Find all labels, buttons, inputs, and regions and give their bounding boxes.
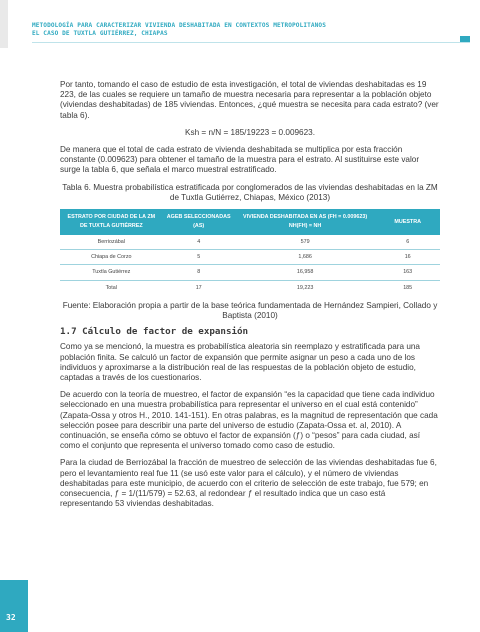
cell-muestra: 163 (375, 265, 440, 280)
cell-total-label: Total (105, 284, 117, 291)
cell-city: Tuxtla Gutiérrez (60, 265, 163, 280)
paragraph-1: Por tanto, tomando el caso de estudio de esta investigación, el total de viviendas deshabitadas es 19 223, de las cuales se requiere un tamaño de muestra necesaria para representar a la población objeto (viviendas deshabitadas) de 185 viviendas. Entonces, ¿qué muestra se necesita para cada estrato? (ver tabla 6). (60, 80, 439, 120)
cell-ageb: 8 (163, 265, 235, 280)
paragraph-2: De manera que el total de cada estrato de vivienda deshabitada se multiplica por esta fracción constante (0.009623) para obtener el tamaño de la muestra para el estrato. Al sustituirse este valor surge la tabla 6, que señala el marco muestral estratificado. (60, 145, 420, 175)
cell-total-muestra: 185 (403, 284, 413, 291)
page-number-box (0, 580, 28, 632)
cell-viv: 1,686 (235, 250, 376, 265)
col-header-muestra: MUESTRA (375, 209, 440, 235)
paragraph-5: Para la ciudad de Berriozábal la fracción de muestreo de selección de las viviendas deshabitadas fue 6, pero el levantamiento real fue 11 (se usó este valor para el cálculo), y el número de viviendas deshabitadas para este municipio, de acuerdo con el criterio de selección de este trabajo, fue 579; en consecuencia, ƒ = 1/(11/579) = 52.63, al redondear ƒ el resultado indica que un caso está representando 53 viviendas deshabitadas. (60, 458, 437, 509)
table-total-row (60, 280, 440, 295)
section-title: 1.7 Cálculo de factor de expansión (60, 326, 249, 338)
header-margin-bar (0, 0, 8, 48)
table-source: Fuente: Elaboración propia a partir de la base teórica fundamentada de Hernández Sampieri, Collado y Baptista (2010) (62, 300, 438, 321)
running-header-line1: METODOLOGÍA PARA CARACTERIZAR VIVIENDA DESHABITADA EN CONTEXTOS METROPOLITANOS (32, 22, 326, 29)
running-header (32, 22, 326, 38)
cell-ageb: 4 (163, 235, 235, 250)
table-header-row (60, 209, 440, 235)
col-header-vivienda: VIVIENDA DESHABITADA EN AS (FH = 0.009623) NH(FH) = NH (235, 209, 376, 235)
paragraph-3: Como ya se mencionó, la muestra es probabilística aleatoria sin reemplazo y estratificada para una población finita. Se calculó un factor de expansión que permite asignar un peso a cada uno de los individuos y aproximarse a la distribución real de las respuestas de la población objeto de estudio, captadas a través de los cuestionarios. (60, 342, 420, 383)
cell-viv: 579 (235, 235, 376, 250)
table-caption: Tabla 6. Muestra probabilística estratificada por conglomerados de las viviendas deshabitadas en la ZM de Tuxtla Gutiérrez, Chiapas, México (2013) (62, 182, 438, 202)
page-body (60, 80, 440, 517)
cell-ageb: 5 (163, 250, 235, 265)
table-row (60, 235, 440, 250)
table-row (60, 250, 440, 265)
running-header-line2: EL CASO DE TUXTLA GUTIÉRREZ, CHIAPAS (32, 30, 168, 37)
col-header-ageb: AGEB SELECCIONADAS (AS) (163, 209, 235, 235)
cell-city: Chiapa de Corzo (60, 250, 163, 265)
header-rule (32, 42, 470, 43)
cell-total-viv: 19,223 (296, 284, 314, 291)
cell-muestra: 6 (375, 235, 440, 250)
paragraph-4: De acuerdo con la teoría de muestreo, el factor de expansión “es la capacidad que tiene cada individuo seleccionado en una muestra probabilística para representar el universo en el cual está contenido” (Zapata-Ossa y otros H., 2010. 141-151). En otras palabras, es la magnitud de representación que cada selección posee para describir una parte del universo de estudio (Zapata-Ossa et. al, 2010). A continuación, se enseña cómo se obtuvo el factor de expansión (ƒ) o “pesos” para cada ciudad, así como el conjunto que representa el universo tomado como caso de estudio. (60, 390, 438, 451)
cell-total-ageb: 17 (195, 284, 202, 291)
col-header-estrato: ESTRATO POR CIUDAD DE LA ZM DE TUXTLA GUTIÉRREZ (60, 209, 163, 235)
table-row (60, 265, 440, 280)
cell-city: Berriozábal (60, 235, 163, 250)
sample-table (60, 209, 440, 295)
cell-viv: 16,958 (235, 265, 376, 280)
header-accent-tab (460, 36, 470, 42)
page-number: 32 (6, 613, 16, 622)
equation: Ksh = n/N = 185/19223 = 0.009623. (185, 127, 315, 137)
cell-muestra: 16 (375, 250, 440, 265)
